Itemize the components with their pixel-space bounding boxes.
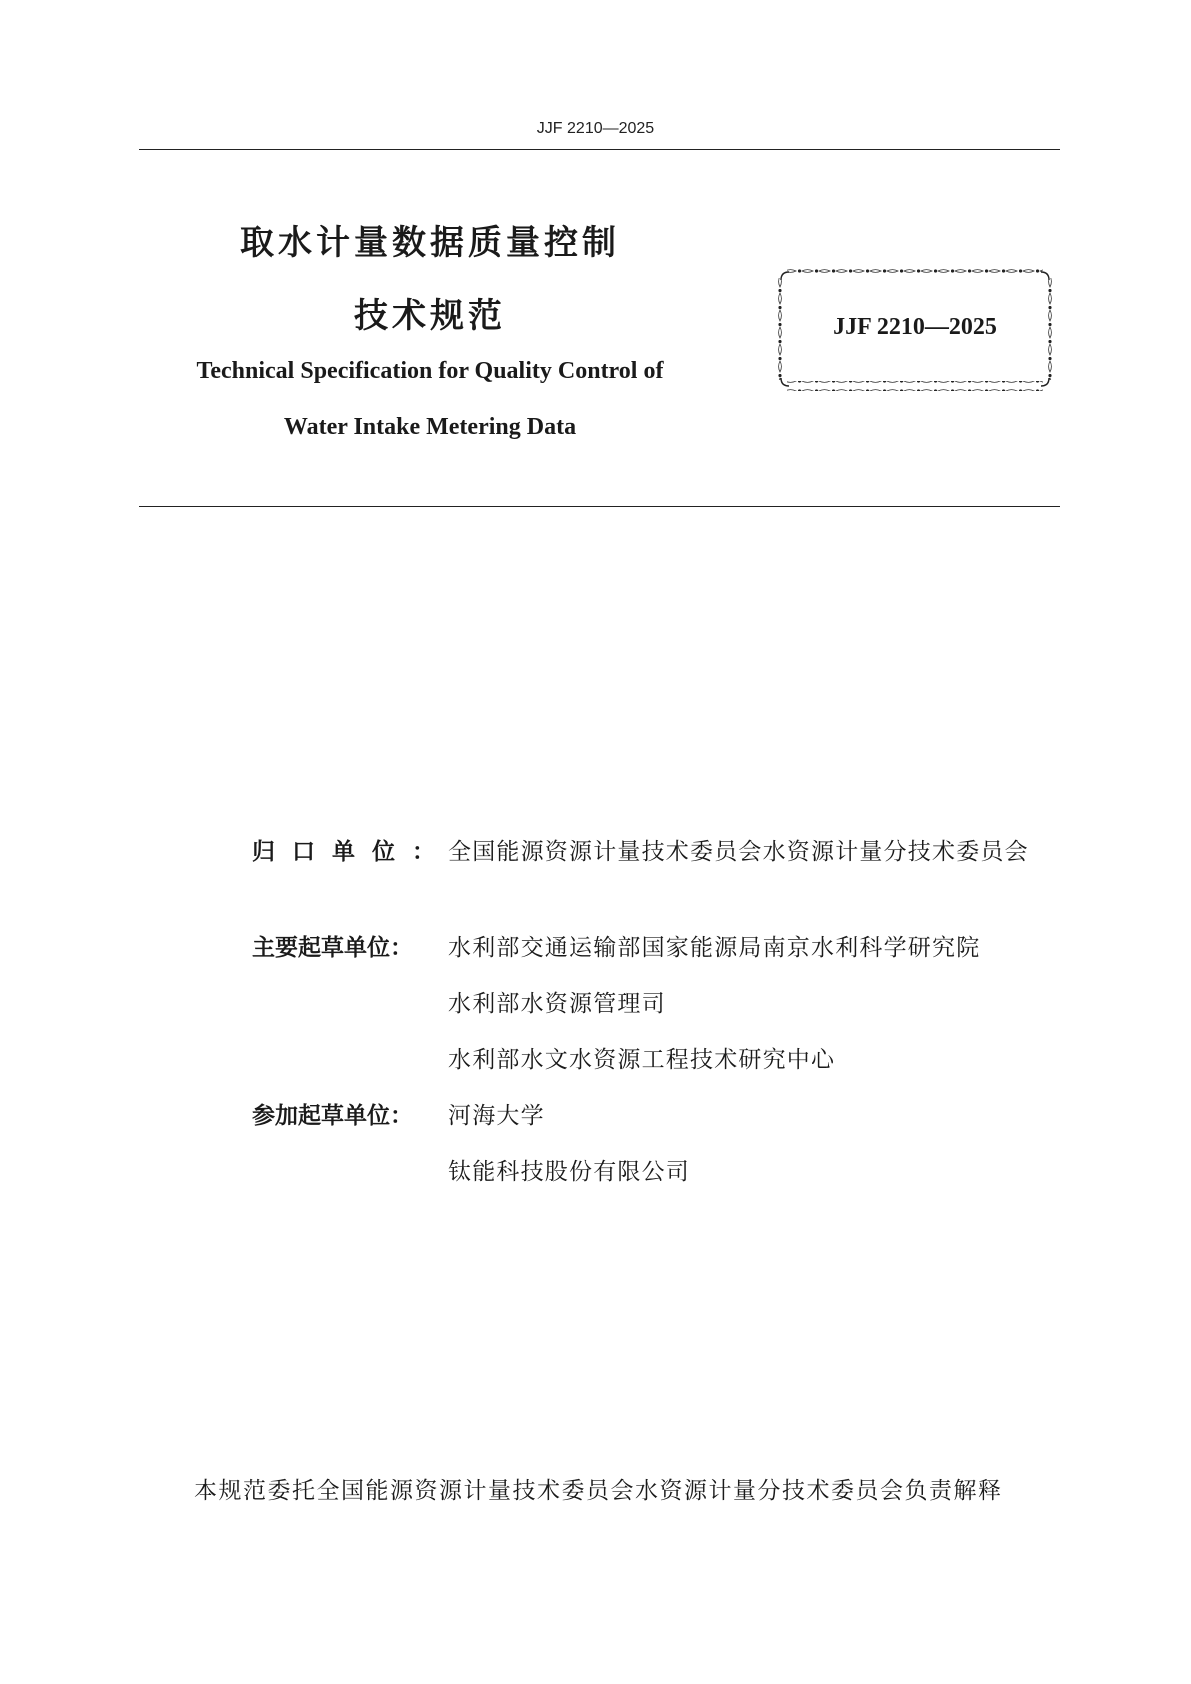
responsible-unit-label: 归口单位： bbox=[252, 839, 452, 865]
responsible-unit-value: 全国能源资源计量技术委员会水资源计量分技术委员会 bbox=[448, 839, 1029, 865]
participating-unit-value: 钛能科技股份有限公司 bbox=[448, 1159, 690, 1185]
english-title-line-1: Technical Specification for Quality Control of bbox=[196, 358, 664, 384]
standard-code-box bbox=[775, 266, 1055, 392]
title-block-rule bbox=[139, 506, 1060, 507]
participating-unit-value: 河海大学 bbox=[448, 1103, 545, 1129]
english-title-line-2: Water Intake Metering Data bbox=[283, 414, 577, 440]
header-rule bbox=[139, 149, 1060, 150]
main-drafting-unit-value: 水利部水资源管理司 bbox=[448, 991, 666, 1017]
main-drafting-unit-value: 水利部交通运输部国家能源局南京水利科学研究院 bbox=[448, 935, 981, 961]
main-drafting-unit-value: 水利部水文水资源工程技术研究中心 bbox=[448, 1047, 836, 1073]
standard-code: JJF 2210—2025 bbox=[833, 314, 997, 340]
interpretation-note: 本规范委托全国能源资源计量技术委员会水资源计量分技术委员会负责解释 bbox=[194, 1478, 1003, 1504]
main-drafting-unit-label: 主要起草单位： bbox=[252, 935, 413, 961]
running-header-code: JJF 2210—2025 bbox=[536, 120, 655, 137]
chinese-title-line-2: 技术规范 bbox=[354, 296, 506, 336]
chinese-title-line-1: 取水计量数据质量控制 bbox=[240, 223, 620, 263]
participating-unit-label: 参加起草单位： bbox=[252, 1103, 413, 1129]
